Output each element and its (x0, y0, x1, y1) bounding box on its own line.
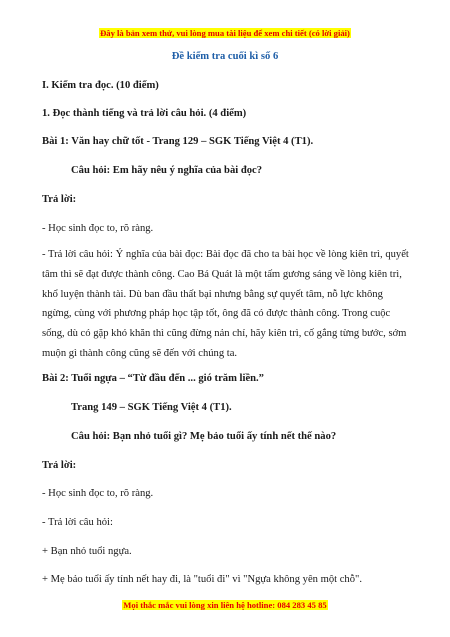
section-heading: I. Kiểm tra đọc. (10 điểm) (42, 80, 159, 91)
document-title: Đề kiểm tra cuối kì số 6 (171, 51, 279, 62)
bai-2-heading: Bài 2: Tuổi ngựa – “Từ đầu đến ... gió trăm liền.” (42, 373, 264, 384)
header-banner (0, 28, 450, 39)
footer-banner (0, 600, 450, 611)
bai-1-answer-text: - Trả lời câu hỏi: Ý nghĩa của bài đọc: Bài đọc đã cho ta bài học về lòng kiên trì, quyết tâm thì sẽ đạt được thành công. Cao Bá Quát là một tấm gương sáng về lòng kiên trì, khổ luyện thành tài. Dù ban đầu thất bại nhưng bằng sự quyết tâm, nỗ lực không ngừng, cùng với phương pháp học tập tốt, ông đã có được thành công. Trong cuộc sống, dù có gặp khó khăn thì cũng đừng nản chí, hãy kiên trì, cố gắng từng bước, sớm muộn gì thành công cũng sẽ đến với chúng ta. (42, 249, 409, 359)
part-heading: 1. Đọc thành tiếng và trả lời câu hỏi. (4 điểm) (42, 108, 247, 119)
bai-2-answer-read: - Học sinh đọc to, rõ ràng. (42, 488, 154, 499)
header-banner-text: Đây là bản xem thử, vui lòng mua tài liệu để xem chi tiết (có lời giải) (100, 28, 350, 38)
bai-2-answer-2: + Mẹ bảo tuổi ấy tính nết hay đi, là "tuổi đi" vì "Ngựa không yên một chỗ". (42, 574, 363, 585)
bai-2-answer-label: Trả lời: (42, 460, 77, 471)
bai-2-answer-reply: - Trả lời câu hỏi: (42, 517, 113, 528)
bai-2-source: Trang 149 – SGK Tiếng Việt 4 (T1). (71, 402, 232, 413)
bai-2-answer-1: + Bạn nhỏ tuổi ngựa. (42, 546, 132, 557)
bai-1-answer-label: Trả lời: (42, 194, 77, 205)
footer-banner-text: Mọi thắc mắc vui lòng xin liên hệ hotline: 084 283 45 85 (123, 600, 327, 610)
bai-2-question: Câu hỏi: Bạn nhỏ tuổi gì? Mẹ bảo tuổi ấy tính nết thế nào? (71, 431, 337, 442)
bai-1-heading: Bài 1: Văn hay chữ tốt - Trang 129 – SGK Tiếng Việt 4 (T1). (42, 136, 314, 147)
bai-1-answer-read: - Học sinh đọc to, rõ ràng. (42, 223, 154, 234)
bai-1-question: Câu hỏi: Em hãy nêu ý nghĩa của bài đọc? (71, 165, 263, 176)
